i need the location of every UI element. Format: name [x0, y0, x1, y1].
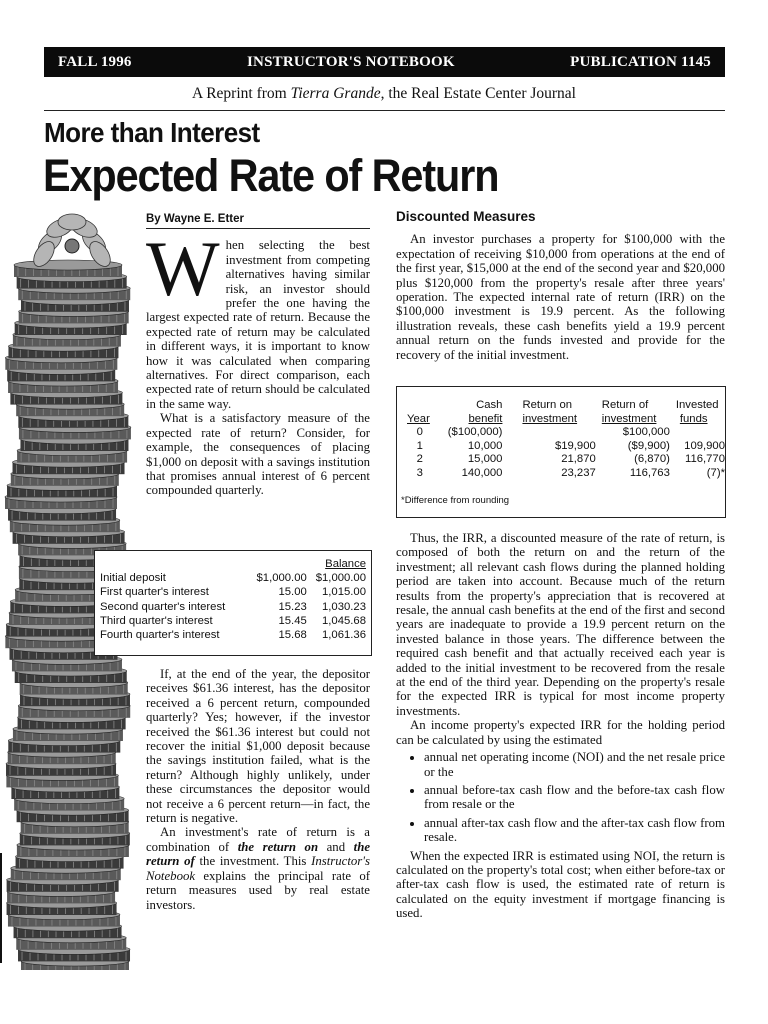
col-header: investment: [601, 412, 657, 425]
article-kicker: More than Interest: [44, 117, 260, 148]
cell: (7)*: [706, 466, 725, 479]
table-row: [100, 628, 366, 642]
cell: ($9,900): [627, 439, 670, 452]
col-header: Return on: [522, 399, 573, 411]
paragraph-3: If, at the end of the year, the depositor receives $61.36 interest, has the depositor received a 6 percent return, compounded quarterly? Yes; however, if the investor received the $61.36 interest but could not recover the initial $1,000 deposit because the savings institution failed, what is the return? Although highly unlikely, under these circumstances the depositor would not receive a 6 percent return—in fact, the return is negative.: [146, 667, 370, 826]
col-header: Return of: [601, 399, 649, 411]
publication-number: PUBLICATION 1145: [570, 53, 711, 70]
reprint-suffix: , the Real Estate Center Journal: [380, 85, 576, 102]
section-heading: Discounted Measures: [396, 209, 536, 224]
table-row: [100, 600, 366, 614]
discounted-paragraph-1: An investor purchases a property for $100,000 with the expectation of receiving $10,000 from operations at the end of the first year, $15,000 at the end of the second year and $20,000 plus $120,000 from the property's resale after three years' operation. The expected internal rate of return (IRR) on the $100,000 investment is 19.9 percent. As the following illustration reveals, these cash benefits yield a 19.9 percent annual return on the funds invested and provide for the recovery of the initial investment.: [396, 232, 725, 362]
cell: $100,000: [622, 426, 670, 439]
article-title: Expected Rate of Return: [43, 150, 499, 201]
p4-text: the investment. This: [194, 854, 312, 869]
p4-text: explains the principal rate of return measures used by real estate investors.: [146, 868, 370, 912]
row-label: Third quarter's interest: [100, 614, 213, 627]
balance-header: Balance: [325, 558, 366, 570]
cell: 116,763: [629, 466, 670, 479]
cell: $19,900: [554, 439, 596, 452]
cell: ($100,000): [447, 426, 503, 439]
series-title: INSTRUCTOR'S NOTEBOOK: [247, 53, 455, 70]
discounted-paragraph-2: Thus, the IRR, a discounted measure of the rate of return, is composed of both the return on and the return of the investment; all relevant cash flows during the planned holding period are taken into account. Because much of the return results from the property's appreciation that is recovered at resale, the annual cash benefits at the end of the first and second years are inadequate to provide a 19.9 percent return on the invested balance in those years. The difference between the required cash benefit and that actually received each year is added to the initial investment to be recovered from the resale at the end of the third year. Depending on the property's resale for the expected IRR is typical for most income property investments.: [396, 531, 725, 718]
p4-text: and: [318, 839, 354, 854]
table-row: [407, 440, 725, 454]
cell: [508, 426, 595, 440]
row-amount: 15.00: [278, 586, 307, 599]
cell: 23,237: [561, 466, 596, 479]
discounted-paragraph-3: An income property's expected IRR for the holding period can be calculated by using the estimated: [396, 718, 725, 747]
table-row: [100, 571, 366, 585]
cell: 1: [416, 439, 423, 452]
table-row: [407, 467, 725, 481]
table-row: [100, 585, 366, 599]
row-label: Fourth quarter's interest: [100, 629, 220, 642]
notebook-title: Instructor's Notebook: [146, 854, 370, 883]
row-balance: 1,030.23: [322, 600, 366, 613]
left-column: [146, 212, 370, 498]
byline: By Wayne E. Etter: [146, 212, 370, 229]
paragraph-4: [146, 825, 370, 911]
list-item: • annual after-tax cash flow and the after-tax cash flow from resale.: [424, 816, 725, 845]
cell: [670, 426, 725, 440]
right-column-lower: [396, 531, 725, 921]
row-amount: 15.45: [278, 614, 307, 627]
col-header: Invested: [675, 399, 719, 411]
row-amount: $1,000.00: [256, 572, 307, 585]
row-label: First quarter's interest: [100, 586, 209, 599]
deposit-table: [94, 550, 372, 656]
reprint-prefix: A Reprint from: [191, 85, 291, 102]
right-column-upper: [396, 210, 725, 362]
cell: 0: [416, 426, 423, 439]
header-rule: [44, 110, 725, 111]
irr-footnote: *Difference from rounding: [401, 495, 510, 506]
margin-rule: [0, 853, 2, 963]
intro-paragraph: [146, 225, 370, 411]
irr-header-top: [407, 399, 725, 413]
p4-text: An investment's rate of return is a combination of: [146, 825, 370, 854]
deposit-header-row: [100, 557, 366, 571]
left-column-lower: [146, 667, 370, 912]
header-banner: [44, 47, 725, 77]
cell: 10,000: [467, 439, 503, 452]
row-amount: 15.68: [278, 629, 307, 642]
estimate-list: [396, 750, 725, 844]
irr-table: [396, 386, 726, 518]
cell: 2: [416, 453, 423, 466]
cell: 140,000: [461, 466, 503, 479]
cell: 21,870: [561, 453, 596, 466]
cell: 15,000: [467, 453, 503, 466]
row-balance: 1,015.00: [322, 586, 366, 599]
row-balance: 1,061.36: [322, 629, 366, 642]
col-header: funds: [679, 412, 708, 425]
cell: 116,770: [685, 453, 725, 466]
table-row: [407, 426, 725, 440]
return-of-emphasis: the return of: [146, 839, 370, 869]
intro-text: hen selecting the best investment from competing alternatives having similar risk, an investor should prefer the one having the largest expected rate of return. Because the expected rate of return may be calculated in different ways, it is important to know how it was calculated when comparing alternatives. For direct comparison, each expected rate of return should be calculated in the same way.: [146, 238, 370, 411]
issue-date: FALL 1996: [58, 53, 132, 70]
col-header: benefit: [468, 412, 503, 425]
row-balance: 1,045.68: [322, 614, 366, 627]
reprint-line: [0, 85, 768, 103]
table-row: [407, 453, 725, 467]
return-on-emphasis: the return on: [237, 839, 319, 854]
journal-name: Tierra Grande: [290, 85, 381, 102]
list-item: • annual net operating income (NOI) and the net resale price or the: [424, 750, 725, 779]
discounted-paragraph-4: When the expected IRR is estimated using NOI, the return is calculated on the property's total cost; when either before-tax or after-tax cash flow is used, the estimated rate of return is calculated on the equity investment if mortgage financing is used.: [396, 848, 725, 921]
row-balance: $1,000.00: [315, 572, 366, 585]
cell: (6,870): [634, 453, 670, 466]
col-header: investment: [522, 412, 578, 425]
table-row: [100, 614, 366, 628]
col-header: Year: [407, 412, 430, 425]
col-header: Cash: [476, 399, 503, 411]
irr-header-bottom: [407, 413, 725, 427]
list-item: • annual before-tax cash flow and the before-tax cash flow from resale or the: [424, 783, 725, 812]
paragraph-2: What is a satisfactory measure of the expected rate of return? Consider, for example, the consequences of placing $1,000 on deposit with a savings institution that promises annual interest of 6 percent compounded quarterly.: [146, 411, 370, 498]
cell: 109,900: [684, 439, 725, 452]
row-label: Initial deposit: [100, 572, 166, 585]
row-label: Second quarter's interest: [100, 600, 226, 613]
row-amount: 15.23: [278, 600, 307, 613]
cell: 3: [416, 466, 423, 479]
drop-cap: W: [146, 225, 220, 313]
